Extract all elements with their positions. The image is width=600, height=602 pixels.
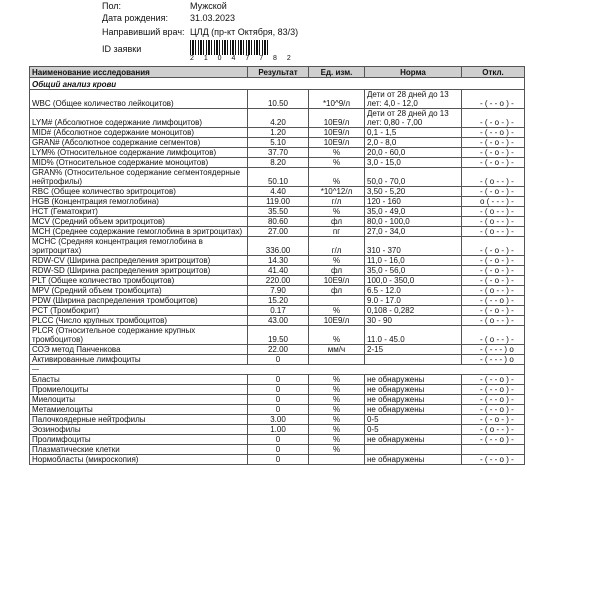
doctor-value: ЦЛД (пр-кт Октября, 83/3)	[190, 27, 299, 37]
cell-result: 27.00	[248, 227, 309, 237]
cell-unit: 10E9/л	[309, 128, 365, 138]
cell-deviation: - ( - o - ) -	[462, 187, 525, 197]
cell-unit: %	[309, 306, 365, 316]
cell-name: LYM% (Относительное содержание лимфоцитов)	[30, 148, 248, 158]
cell-unit: %	[309, 148, 365, 158]
cell-norm: 120 - 160	[365, 197, 462, 207]
cell-result: 19.50	[248, 326, 309, 345]
cell-unit: 10E9/л	[309, 109, 365, 128]
cell-result: 4.40	[248, 187, 309, 197]
cell-unit: %	[309, 375, 365, 385]
cell-name: MID# (Абсолютное содержание моноцитов)	[30, 128, 248, 138]
cell-result: 35.50	[248, 207, 309, 217]
cell-name: MID% (Относительное содержание моноцитов)	[30, 158, 248, 168]
cell-name: Миелоциты	[30, 395, 248, 405]
cell-unit: %	[309, 256, 365, 266]
cell-name: MCV (Средний объем эритроцитов)	[30, 217, 248, 227]
table-row	[30, 266, 525, 276]
cell-unit: %	[309, 405, 365, 415]
cell-result: 119.00	[248, 197, 309, 207]
cell-deviation	[462, 445, 525, 455]
cell-norm: не обнаружены	[365, 375, 462, 385]
cell-unit	[309, 296, 365, 306]
table-row	[30, 109, 525, 128]
cell-name: Эозинофилы	[30, 425, 248, 435]
cell-norm: 35,0 - 56,0	[365, 266, 462, 276]
barcode-number: 2 1 0 4 7 7 8 2	[190, 55, 295, 62]
table-row	[30, 237, 525, 256]
cell-result: 3.00	[248, 415, 309, 425]
cell-result: 22.00	[248, 345, 309, 355]
table-row	[30, 355, 525, 365]
cell-norm: 11.0 - 45.0	[365, 326, 462, 345]
table-row	[30, 187, 525, 197]
cell-deviation: - ( - o - ) -	[462, 306, 525, 316]
cell-norm: 27,0 - 34,0	[365, 227, 462, 237]
cell-name: СОЭ метод Панченкова	[30, 345, 248, 355]
doctor-label: Направивший врач:	[102, 27, 185, 37]
cell-result: 10.50	[248, 90, 309, 109]
table-row	[30, 227, 525, 237]
cell-deviation: - ( - - o ) -	[462, 128, 525, 138]
cell-unit: *10^9/л	[309, 90, 365, 109]
sex-label: Пол:	[102, 1, 122, 11]
cell-name: WBC (Общее количество лейкоцитов)	[30, 90, 248, 109]
cell-name: Пролимфоциты	[30, 435, 248, 445]
table-row	[30, 128, 525, 138]
cell-norm: не обнаружены	[365, 395, 462, 405]
cell-unit: %	[309, 158, 365, 168]
cell-result: 15.20	[248, 296, 309, 306]
cell-unit: %	[309, 435, 365, 445]
cell-result: 5.10	[248, 138, 309, 148]
cell-result: 220.00	[248, 276, 309, 286]
cell-norm: 100,0 - 350,0	[365, 276, 462, 286]
cell-deviation: - ( - o - ) -	[462, 158, 525, 168]
cell-name: PLCR (Относительное содержание крупных тромбоцитов)	[30, 326, 248, 345]
cell-name: LYM# (Абсолютное содержание лимфоцитов)	[30, 109, 248, 128]
cell-norm: 3,50 - 5,20	[365, 187, 462, 197]
dob-label: Дата рождения:	[102, 13, 168, 23]
cell-deviation: - ( - - o ) -	[462, 385, 525, 395]
cell-result: 0	[248, 445, 309, 455]
barcode-icon	[190, 40, 270, 55]
results-table	[29, 66, 525, 465]
cell-result: 0	[248, 395, 309, 405]
cell-deviation: o ( - - - ) -	[462, 197, 525, 207]
cell-name: PLCC (Число крупных тромбоцитов)	[30, 316, 248, 326]
table-row	[30, 90, 525, 109]
spacer-row	[30, 365, 525, 375]
cell-unit: %	[309, 326, 365, 345]
cell-norm: 0,108 - 0,282	[365, 306, 462, 316]
cell-deviation: - ( - - o ) -	[462, 296, 525, 306]
table-row	[30, 296, 525, 306]
header-deviation: Откл.	[462, 67, 525, 78]
table-row	[30, 445, 525, 455]
table-row	[30, 286, 525, 296]
cell-name: PLT (Общее количество тромбоцитов)	[30, 276, 248, 286]
cell-unit: фл	[309, 286, 365, 296]
cell-unit: %	[309, 168, 365, 187]
cell-deviation: - ( o - - ) -	[462, 168, 525, 187]
cell-name: MPV (Средний объем тромбоцита)	[30, 286, 248, 296]
cell-deviation: - ( - o - ) -	[462, 237, 525, 256]
cell-name: RDW-SD (Ширина распределения эритроцитов)	[30, 266, 248, 276]
section-title: Общий анализ крови	[30, 78, 525, 90]
cell-result: 0.17	[248, 306, 309, 316]
table-row	[30, 425, 525, 435]
spacer-mark: —	[30, 365, 525, 375]
cell-result: 37.70	[248, 148, 309, 158]
cell-deviation: - ( - - o ) -	[462, 405, 525, 415]
cell-result: 50.10	[248, 168, 309, 187]
cell-name: GRAN% (Относительное содержание сегментоядерные нейтрофилы)	[30, 168, 248, 187]
cell-norm: не обнаружены	[365, 435, 462, 445]
cell-unit: 10E9/л	[309, 138, 365, 148]
cell-name: Нормобласты (микроскопия)	[30, 455, 248, 465]
cell-norm: не обнаружены	[365, 455, 462, 465]
cell-unit: %	[309, 445, 365, 455]
cell-deviation: - ( - - o ) -	[462, 90, 525, 109]
cell-deviation: - ( - - o ) -	[462, 435, 525, 445]
cell-deviation: - ( - - - ) o	[462, 345, 525, 355]
cell-unit: 10E9/л	[309, 276, 365, 286]
cell-deviation: - ( - - o ) -	[462, 375, 525, 385]
cell-norm: 0,1 - 1,5	[365, 128, 462, 138]
cell-deviation: - ( - o - ) -	[462, 138, 525, 148]
cell-norm: 11,0 - 16,0	[365, 256, 462, 266]
cell-result: 0	[248, 405, 309, 415]
cell-norm: не обнаружены	[365, 385, 462, 395]
table-row	[30, 207, 525, 217]
table-row	[30, 217, 525, 227]
cell-norm: 50,0 - 70,0	[365, 168, 462, 187]
cell-unit: %	[309, 385, 365, 395]
cell-norm: 3,0 - 15,0	[365, 158, 462, 168]
cell-norm: 0-5	[365, 415, 462, 425]
sex-value: Мужской	[190, 1, 227, 11]
cell-unit	[309, 455, 365, 465]
cell-deviation: - ( o - - ) -	[462, 425, 525, 435]
cell-result: 0	[248, 435, 309, 445]
cell-name: HGB (Концентрация гемоглобина)	[30, 197, 248, 207]
cell-result: 336.00	[248, 237, 309, 256]
cell-unit: пг	[309, 227, 365, 237]
cell-result: 1.00	[248, 425, 309, 435]
cell-norm: Дети от 28 дней до 13 лет: 0,80 - 7,00	[365, 109, 462, 128]
cell-unit: %	[309, 395, 365, 405]
cell-norm: 20,0 - 60,0	[365, 148, 462, 158]
cell-unit: мм/ч	[309, 345, 365, 355]
table-row	[30, 395, 525, 405]
cell-deviation: - ( - o - ) -	[462, 276, 525, 286]
table-row	[30, 455, 525, 465]
table-row	[30, 326, 525, 345]
table-row	[30, 148, 525, 158]
cell-deviation: - ( - - o ) -	[462, 395, 525, 405]
cell-name: Палочкоядерные нейтрофилы	[30, 415, 248, 425]
cell-norm: 0-5	[365, 425, 462, 435]
cell-deviation: - ( o - - ) -	[462, 217, 525, 227]
cell-result: 7.90	[248, 286, 309, 296]
cell-unit	[309, 355, 365, 365]
cell-norm: 80,0 - 100,0	[365, 217, 462, 227]
cell-name: RDW-CV (Ширина распределения эритроцитов)	[30, 256, 248, 266]
cell-name: Метамиелоциты	[30, 405, 248, 415]
cell-norm: 2,0 - 8,0	[365, 138, 462, 148]
cell-unit: *10^12/л	[309, 187, 365, 197]
cell-name: MCHC (Средняя концентрация гемоглобина в эритроцитах)	[30, 237, 248, 256]
table-row	[30, 276, 525, 286]
cell-norm	[365, 445, 462, 455]
cell-unit: %	[309, 207, 365, 217]
cell-deviation: - ( - - - ) o	[462, 355, 525, 365]
cell-deviation: - ( - - o ) -	[462, 455, 525, 465]
cell-name: RBC (Общее количество эритроцитов)	[30, 187, 248, 197]
cell-deviation: - ( o - - ) -	[462, 227, 525, 237]
cell-result: 1.20	[248, 128, 309, 138]
table-row	[30, 256, 525, 266]
cell-deviation: - ( o - - ) -	[462, 316, 525, 326]
cell-result: 41.40	[248, 266, 309, 276]
header-norm: Норма	[365, 67, 462, 78]
cell-unit: г/л	[309, 237, 365, 256]
cell-norm: 310 - 370	[365, 237, 462, 256]
cell-norm: не обнаружены	[365, 405, 462, 415]
cell-result: 14.30	[248, 256, 309, 266]
cell-deviation: - ( o - - ) -	[462, 286, 525, 296]
cell-result: 0	[248, 355, 309, 365]
cell-result: 43.00	[248, 316, 309, 326]
cell-unit: 10E9/л	[309, 316, 365, 326]
cell-deviation: - ( - o - ) -	[462, 415, 525, 425]
cell-deviation: - ( - o - ) -	[462, 266, 525, 276]
table-row	[30, 306, 525, 316]
header-result: Результат	[248, 67, 309, 78]
cell-unit: фл	[309, 217, 365, 227]
cell-deviation: - ( - o - ) -	[462, 148, 525, 158]
cell-norm: 9.0 - 17.0	[365, 296, 462, 306]
cell-norm	[365, 355, 462, 365]
table-row	[30, 138, 525, 148]
table-row	[30, 375, 525, 385]
dob-value: 31.03.2023	[190, 13, 236, 23]
cell-deviation: - ( - o - ) -	[462, 109, 525, 128]
cell-norm: 2-15	[365, 345, 462, 355]
table-header-row	[30, 67, 525, 78]
cell-name: PDW (Ширина распределения тромбоцитов)	[30, 296, 248, 306]
cell-name: HCT (Гематокрит)	[30, 207, 248, 217]
cell-name: MCH (Среднее содержание гемоглобина в эритроцитах)	[30, 227, 248, 237]
cell-deviation: - ( o - - ) -	[462, 207, 525, 217]
cell-result: 0	[248, 455, 309, 465]
request-id-label: ID заявки	[102, 44, 142, 54]
cell-name: Бласты	[30, 375, 248, 385]
cell-result: 4.20	[248, 109, 309, 128]
cell-result: 80.60	[248, 217, 309, 227]
cell-unit: %	[309, 415, 365, 425]
table-row	[30, 405, 525, 415]
cell-name: GRAN# (Абсолютное содержание сегментов)	[30, 138, 248, 148]
cell-result: 8.20	[248, 158, 309, 168]
table-row	[30, 197, 525, 207]
cell-name: Промиелоциты	[30, 385, 248, 395]
cell-norm: 35,0 - 49,0	[365, 207, 462, 217]
cell-name: Активированные лимфоциты	[30, 355, 248, 365]
cell-deviation: - ( - o - ) -	[462, 256, 525, 266]
cell-norm: Дети от 28 дней до 13 лет: 4,0 - 12,0	[365, 90, 462, 109]
cell-name: PCT (Тромбокрит)	[30, 306, 248, 316]
header-unit: Ед. изм.	[309, 67, 365, 78]
cell-unit: %	[309, 425, 365, 435]
table-row	[30, 385, 525, 395]
cell-unit: г/л	[309, 197, 365, 207]
table-row	[30, 168, 525, 187]
header-name: Наименование исследования	[30, 67, 248, 78]
table-row	[30, 316, 525, 326]
section-row	[30, 78, 525, 90]
table-row	[30, 435, 525, 445]
cell-norm: 30 - 90	[365, 316, 462, 326]
table-row	[30, 158, 525, 168]
table-row	[30, 415, 525, 425]
table-row	[30, 345, 525, 355]
patient-header	[0, 0, 600, 64]
cell-result: 0	[248, 375, 309, 385]
cell-unit: фл	[309, 266, 365, 276]
cell-deviation: - ( o - - ) -	[462, 326, 525, 345]
cell-result: 0	[248, 385, 309, 395]
cell-name: Плазматические клетки	[30, 445, 248, 455]
cell-norm: 6.5 - 12.0	[365, 286, 462, 296]
